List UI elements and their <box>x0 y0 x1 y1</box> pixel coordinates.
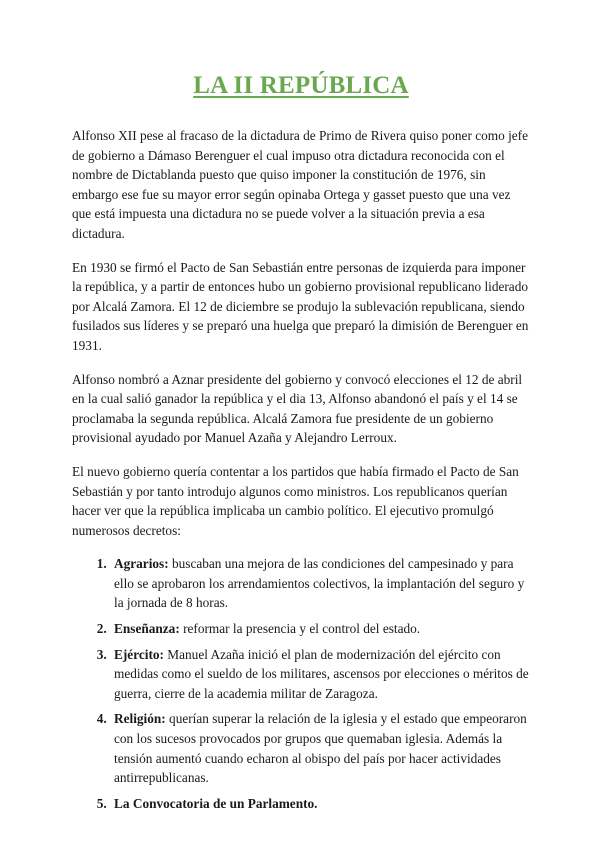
decree-term: La Convocatoria de un Parlamento. <box>114 795 318 811</box>
decree-item-agrarios <box>110 554 530 613</box>
decree-text: buscaban una mejora de las condiciones del campesinado y para ello se aprobaron los arrendamientos colectivos, la implantación del seguro y la jornada de 8 horas. <box>114 556 525 611</box>
decree-term: Enseñanza: <box>114 621 180 637</box>
decree-text: reformar la presencia y el control del estado. <box>179 621 421 637</box>
decree-term: Ejército: <box>114 646 164 662</box>
decree-item-ejercito <box>110 645 530 704</box>
document-title: LA II REPÚBLICA <box>193 72 409 99</box>
decree-item-parlamento <box>110 794 530 814</box>
paragraph-elecciones: Alfonso nombró a Aznar presidente del gobierno y convocó elecciones el 12 de abril en la cual salió ganador la república y el dia 13, Alfonso abandonó el país y el 14 se proclamaba la segunda república. Alcalá Zamora fue presidente de un gobierno provisional ayudado por Manuel Azaña y Alejandro Lerroux. <box>72 371 523 446</box>
paragraph-nuevo-gobierno: El nuevo gobierno quería contentar a los partidos que había firmado el Pacto de San Sebastián y por tanto introdujo algunos como ministros. Los republicanos querían hacer ver que la república implicaba un cambio político. El ejecutivo promulgó numerosos decretos: <box>72 463 519 538</box>
decree-term: Agrarios: <box>114 556 169 572</box>
paragraph-primo-de-rivera: Alfonso XII pese al fracaso de la dictadura de Primo de Rivera quiso poner como jefe de gobierno a Dámaso Berenguer el cual impuso otra dictadura reconocida con el nombre de Dictablanda puesto que quiso imponer la constitución de 1976, sin embargo ese fue su mayor error según opinaba Ortega y gasset puesto que una vez que está impuesta una dictadura no se puede volver a la situación previa a esa dictadura. <box>72 128 528 241</box>
document-page <box>72 72 530 819</box>
decrees-list <box>72 554 530 813</box>
paragraph-pacto-san-sebastian: En 1930 se firmó el Pacto de San Sebastián entre personas de izquierda para imponer la república, y a partir de entonces hubo un gobierno provisional republicano liderado por Alcalá Zamora. El 12 de diciembre se produjo la sublevación republicana, siendo fusilados sus líderes y se preparó una huelga que preparó la dimisión de Berenguer en 1931. <box>72 259 529 353</box>
decree-item-ensenanza <box>110 619 530 639</box>
decree-item-religion <box>110 709 530 787</box>
decree-text: querían superar la relación de la iglesia y el estado que empeoraron con los sucesos provocados por grupos que quemaban iglesia. Además la tensión aumentó cuando echaron al obispo del país por hacer actividades antirrepublicanas. <box>114 711 527 786</box>
decree-text: Manuel Azaña inició el plan de modernización del ejército con medidas como el sueldo de los militares, ascensos por elecciones o méritos de guerra, cierre de la academia militar de Zaragoza. <box>114 646 529 701</box>
decree-term: Religión: <box>114 711 166 727</box>
